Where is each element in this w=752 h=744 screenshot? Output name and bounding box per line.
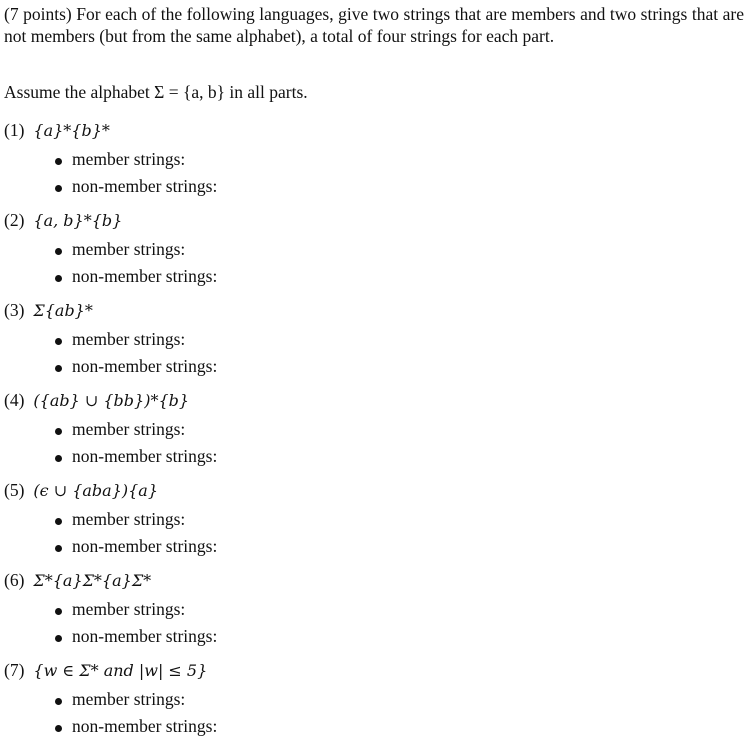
part-1 — [4, 118, 744, 200]
bullet-icon — [55, 158, 62, 165]
part-number: (6) — [4, 570, 25, 590]
nonmember-strings-item — [4, 173, 744, 200]
part-number: (1) — [4, 120, 25, 140]
part-number: (4) — [4, 390, 25, 410]
part-number: (5) — [4, 480, 25, 500]
member-strings-item — [4, 506, 744, 533]
part-6 — [4, 568, 744, 650]
part-4 — [4, 388, 744, 470]
nonmember-strings-item — [4, 533, 744, 560]
part-number: (2) — [4, 210, 25, 230]
nonmember-strings-item — [4, 713, 744, 740]
answer-list — [4, 686, 744, 740]
nonmember-strings-item — [4, 353, 744, 380]
nonmember-strings-label: non-member strings: — [72, 716, 218, 736]
language-expression: {w ∈ Σ* and |w| ≤ 5} — [33, 661, 208, 680]
member-strings-label: member strings: — [72, 149, 186, 169]
part-number: (7) — [4, 660, 25, 680]
part-3 — [4, 298, 744, 380]
problem-intro: (7 points) For each of the following languages, give two strings that are members and two strings that are not members (but from the same alphabet), a total of four strings for each part. — [4, 4, 744, 46]
nonmember-strings-item — [4, 263, 744, 290]
answer-list — [4, 596, 744, 650]
member-strings-item — [4, 236, 744, 263]
member-strings-label: member strings: — [72, 509, 186, 529]
nonmember-strings-label: non-member strings: — [72, 266, 218, 286]
language-expression: (ϵ ∪ {aba}){a} — [33, 481, 159, 500]
part-number: (3) — [4, 300, 25, 320]
part-heading — [4, 478, 744, 502]
alphabet-assumption: Assume the alphabet Σ = {a, b} in all parts. — [4, 82, 308, 102]
member-strings-item — [4, 146, 744, 173]
part-heading — [4, 298, 744, 322]
language-expression: {a}*{b}* — [33, 121, 110, 140]
bullet-icon — [55, 698, 62, 705]
member-strings-label: member strings: — [72, 689, 186, 709]
bullet-icon — [55, 185, 62, 192]
language-expression: Σ*{a}Σ*{a}Σ* — [33, 571, 152, 590]
nonmember-strings-label: non-member strings: — [72, 626, 218, 646]
problem-page — [4, 3, 744, 736]
member-strings-label: member strings: — [72, 329, 186, 349]
part-5 — [4, 478, 744, 560]
part-heading — [4, 568, 744, 592]
answer-list — [4, 146, 744, 200]
language-expression: {a, b}*{b} — [33, 211, 123, 230]
bullet-icon — [55, 608, 62, 615]
member-strings-label: member strings: — [72, 419, 186, 439]
member-strings-item — [4, 686, 744, 713]
nonmember-strings-label: non-member strings: — [72, 356, 218, 376]
part-7 — [4, 658, 744, 740]
bullet-icon — [55, 725, 62, 732]
language-expression: ({ab} ∪ {bb})*{b} — [33, 391, 190, 410]
bullet-icon — [55, 338, 62, 345]
bullet-icon — [55, 455, 62, 462]
member-strings-item — [4, 416, 744, 443]
answer-list — [4, 326, 744, 380]
bullet-icon — [55, 275, 62, 282]
bullet-icon — [55, 518, 62, 525]
member-strings-label: member strings: — [72, 239, 186, 259]
member-strings-item — [4, 326, 744, 353]
answer-list — [4, 506, 744, 560]
part-2 — [4, 208, 744, 290]
nonmember-strings-item — [4, 623, 744, 650]
member-strings-item — [4, 596, 744, 623]
answer-list — [4, 236, 744, 290]
part-heading — [4, 118, 744, 142]
bullet-icon — [55, 635, 62, 642]
nonmember-strings-item — [4, 443, 744, 470]
answer-list — [4, 416, 744, 470]
member-strings-label: member strings: — [72, 599, 186, 619]
bullet-icon — [55, 248, 62, 255]
nonmember-strings-label: non-member strings: — [72, 176, 218, 196]
bullet-icon — [55, 365, 62, 372]
nonmember-strings-label: non-member strings: — [72, 536, 218, 556]
part-heading — [4, 388, 744, 412]
part-heading — [4, 658, 744, 682]
part-heading — [4, 208, 744, 232]
nonmember-strings-label: non-member strings: — [72, 446, 218, 466]
language-expression: Σ{ab}* — [33, 301, 93, 320]
bullet-icon — [55, 545, 62, 552]
bullet-icon — [55, 428, 62, 435]
